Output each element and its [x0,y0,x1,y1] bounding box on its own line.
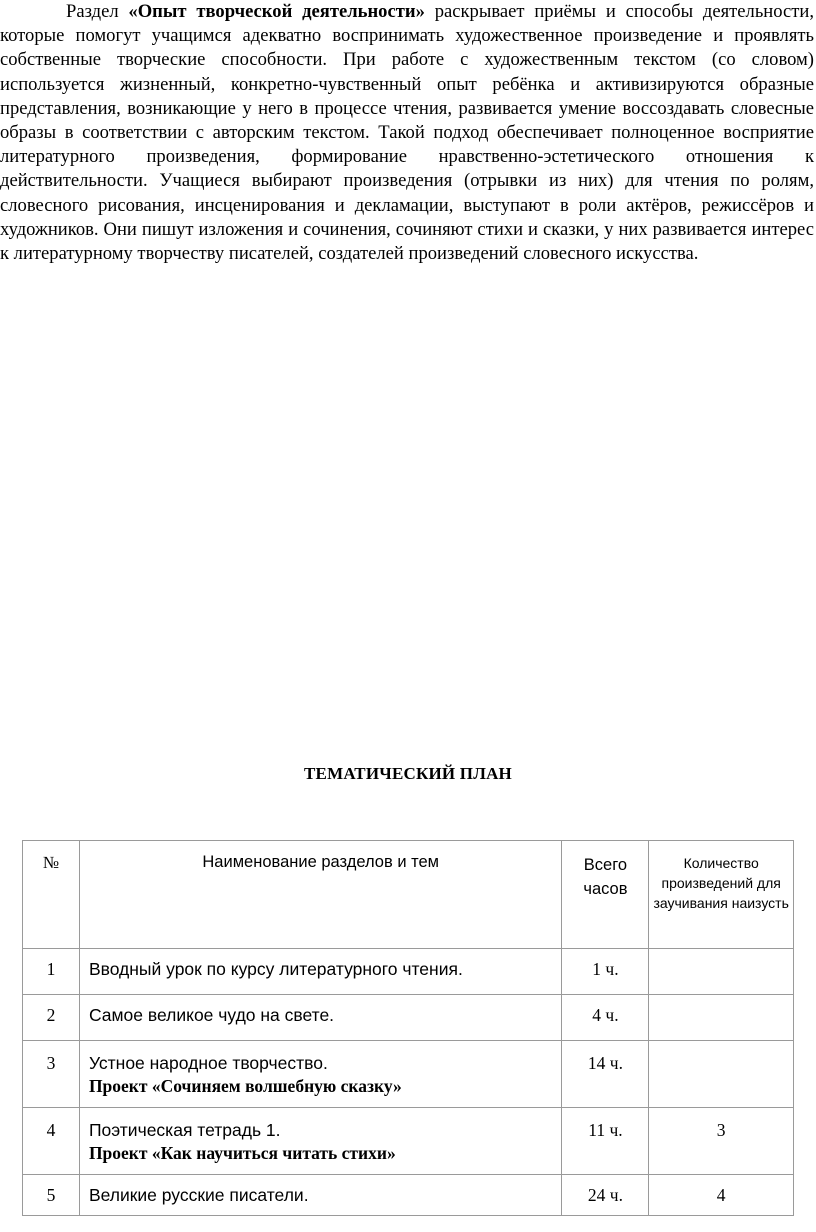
row-name [79,995,562,1041]
row-num: 4 [23,1108,80,1175]
header-name: Наименование разделов и тем [79,841,562,949]
row-count [649,995,794,1041]
intro-paragraph [0,0,814,266]
table-row [23,1041,794,1108]
header-hours: Всего часов [562,841,649,949]
row-name [79,1108,562,1175]
row-count: 3 [649,1108,794,1175]
row-num: 5 [23,1175,80,1216]
table-row [23,995,794,1041]
intro-body: раскрывает приёмы и способы деятельности, которые помогут учащимся адекватно воспринимать художественное произведение и проявлять собственные творческие способности. При работе с художественным текстом (со словом) используется жизненный, конкретно-чувственный опыт ребёнка и активизируются образные представления, возникающие у него в процессе чтения, развивается умение воссоздавать словесные образы в соответствии с авторским текстом. Такой подход обеспечивает полноценное восприятие литературного произведения, формирование нравственно-эстетического отношения к действительности. Учащиеся выбирают произведения (отрывки из них) для чтения по ролям, словесного рисования, инсценирования и декламации, выступают в роли актёров, режиссёров и художников. Они пишут изложения и сочинения, сочиняют стихи и сказки, у них развивается интерес к литературному творчеству писателей, создателей произведений словесного искусства. [0,1,814,265]
row-name [79,1041,562,1108]
row-count [649,949,794,995]
row-title: Вводный урок по курсу литературного чтения. [88,959,463,979]
row-num: 2 [23,995,80,1041]
row-count: 4 [649,1175,794,1216]
table-row [23,949,794,995]
row-name [79,949,562,995]
row-project: Проект «Как научиться читать стихи» [88,1143,396,1163]
header-num: № [23,841,80,949]
row-num: 3 [23,1041,80,1108]
row-hours: 14 ч. [562,1041,649,1108]
row-hours: 11 ч. [562,1108,649,1175]
row-hours: 1 ч. [562,949,649,995]
row-title: Великие русские писатели. [88,1185,309,1205]
row-num: 1 [23,949,80,995]
intro-lead: Раздел [66,1,129,22]
row-hours: 4 ч. [562,995,649,1041]
table-row [23,1108,794,1175]
row-count [649,1041,794,1108]
row-title: Поэтическая тетрадь 1. [88,1120,281,1140]
row-hours: 24 ч. [562,1175,649,1216]
table-header-row [23,841,794,949]
row-name [79,1175,562,1216]
row-title: Устное народное творчество. [88,1053,328,1073]
plan-title: ТЕМАТИЧЕСКИЙ ПЛАН [304,764,512,783]
header-count: Количество произведений для заучивания наизусть [649,841,794,949]
row-title: Самое великое чудо на свете. [88,1005,335,1025]
table-row [23,1175,794,1216]
row-project: Проект «Сочиняем волшебную сказку» [88,1076,402,1096]
intro-section-name: «Опыт творческой деятельности» [128,1,425,22]
thematic-plan-table [22,840,794,1216]
